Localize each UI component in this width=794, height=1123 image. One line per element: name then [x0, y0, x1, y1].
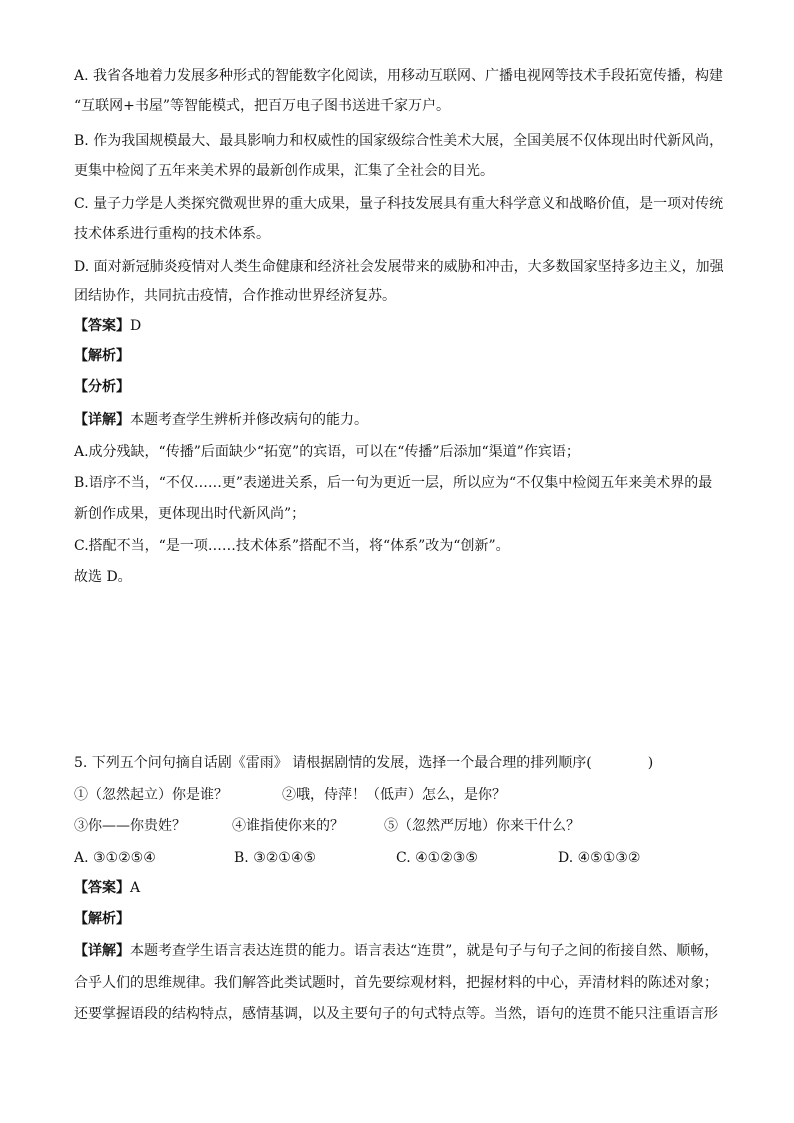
sentence-2: ②哦，侍萍！（低声）怎么，是你？ — [282, 787, 506, 803]
answer-value: D — [130, 318, 142, 334]
option-c-line-2: 技术体系进行重构的技术体系。 — [74, 226, 270, 242]
q5-answer-tag: 【答案】 — [74, 880, 130, 896]
explanation-c: C.搭配不当，“是一项……技术体系”搭配不当，将“体系”改为“创新”。 — [74, 538, 510, 554]
q5-answer-line — [74, 878, 734, 898]
sentence-3: ③你——你贵姓？ — [74, 818, 186, 834]
option-b-line-2: 更集中检阅了五年来美术界的最新创作成果，汇集了全社会的目光。 — [74, 163, 494, 179]
q5-analysis-heading — [74, 909, 734, 929]
q5-detail-line-1 — [74, 941, 734, 961]
question-5-stem: 5. 下列五个问句摘自话剧《雷雨》 请根据剧情的发展，选择一个最合理的排列顺序( ) — [74, 755, 654, 771]
q5-answer-value: A — [130, 880, 141, 896]
explanation-b-line-2: 新创作成果，更体现出时代新风尚”； — [74, 506, 306, 522]
fenxi-heading — [74, 377, 734, 397]
choice-c: C. ④①②③⑤ — [396, 850, 478, 866]
analysis-tag: 【解析】 — [74, 348, 130, 364]
explanation-b-line-1: B.语序不当，“不仅……更”表递进关系，后一句为更近一层，所以应为“不仅集中检阅五年来美术界的最 — [74, 475, 713, 491]
q5-analysis-tag: 【解析】 — [74, 911, 130, 927]
detail-tag: 【详解】 — [74, 412, 130, 428]
analysis-heading — [74, 346, 734, 366]
detail-line — [74, 410, 734, 430]
answer-line — [74, 316, 734, 336]
sentence-5: ⑤（忽然严厉地）你来干什么？ — [384, 818, 580, 834]
choice-a: A. ③①②⑤④ — [74, 850, 156, 866]
option-d-line-2: 团结协作，共同抗击疫情，合作推动世界经济复苏。 — [74, 288, 396, 304]
option-a-line-1: A. 我省各地着力发展多种形式的智能数字化阅读，用移动互联网、广播电视网等技术手段拓宽传播，构建 — [74, 68, 724, 84]
option-d-line-1: D. 面对新冠肺炎疫情对人类生命健康和经济社会发展带来的威胁和冲击，大多数国家坚持多边主义，加强 — [74, 259, 724, 275]
answer-tag: 【答案】 — [74, 318, 130, 334]
q5-detail-tag: 【详解】 — [74, 943, 130, 959]
option-c-line-1: C. 量子力学是人类探究微观世界的重大成果，量子科技发展具有重大科学意义和战略价值，是一项对传统 — [74, 196, 724, 212]
choice-b: B. ③②①④⑤ — [234, 850, 316, 866]
fenxi-tag: 【分析】 — [74, 379, 130, 395]
option-a-line-2: “互联网+书屋”等智能模式，把百万电子图书送进千家万户。 — [74, 98, 451, 114]
sentence-1: ①（忽然起立）你是谁？ — [74, 787, 228, 803]
option-b-line-1: B. 作为我国规模最大、最具影响力和权威性的国家级综合性美术大展，全国美展不仅体现出时代新风尚， — [74, 133, 724, 149]
q5-detail-line-3: 还要掌握语段的结构特点，感情基调，以及主要句子的句式特点等。当然，语句的连贯不能只注重语言形 — [74, 1006, 718, 1022]
explanation-a: A.成分残缺，“传播”后面缺少“拓宽”的宾语，可以在“传播”后添加“渠道”作宾语； — [74, 444, 580, 460]
q5-detail-text-1: 本题考查学生语言表达连贯的能力。语言表达“连贯”，就是句子与句子之间的衔接自然、顺畅， — [130, 943, 719, 959]
detail-text: 本题考查学生辨析并修改病句的能力。 — [130, 412, 368, 428]
q5-detail-line-2: 合乎人们的思维规律。我们解答此类试题时，首先要综观材料，把握材料的中心，弄清材料的陈述对象； — [74, 975, 718, 991]
conclusion: 故选 D。 — [74, 569, 132, 585]
choice-d: D. ④⑤①③② — [558, 850, 641, 866]
sentence-4: ④谁指使你来的？ — [232, 818, 344, 834]
